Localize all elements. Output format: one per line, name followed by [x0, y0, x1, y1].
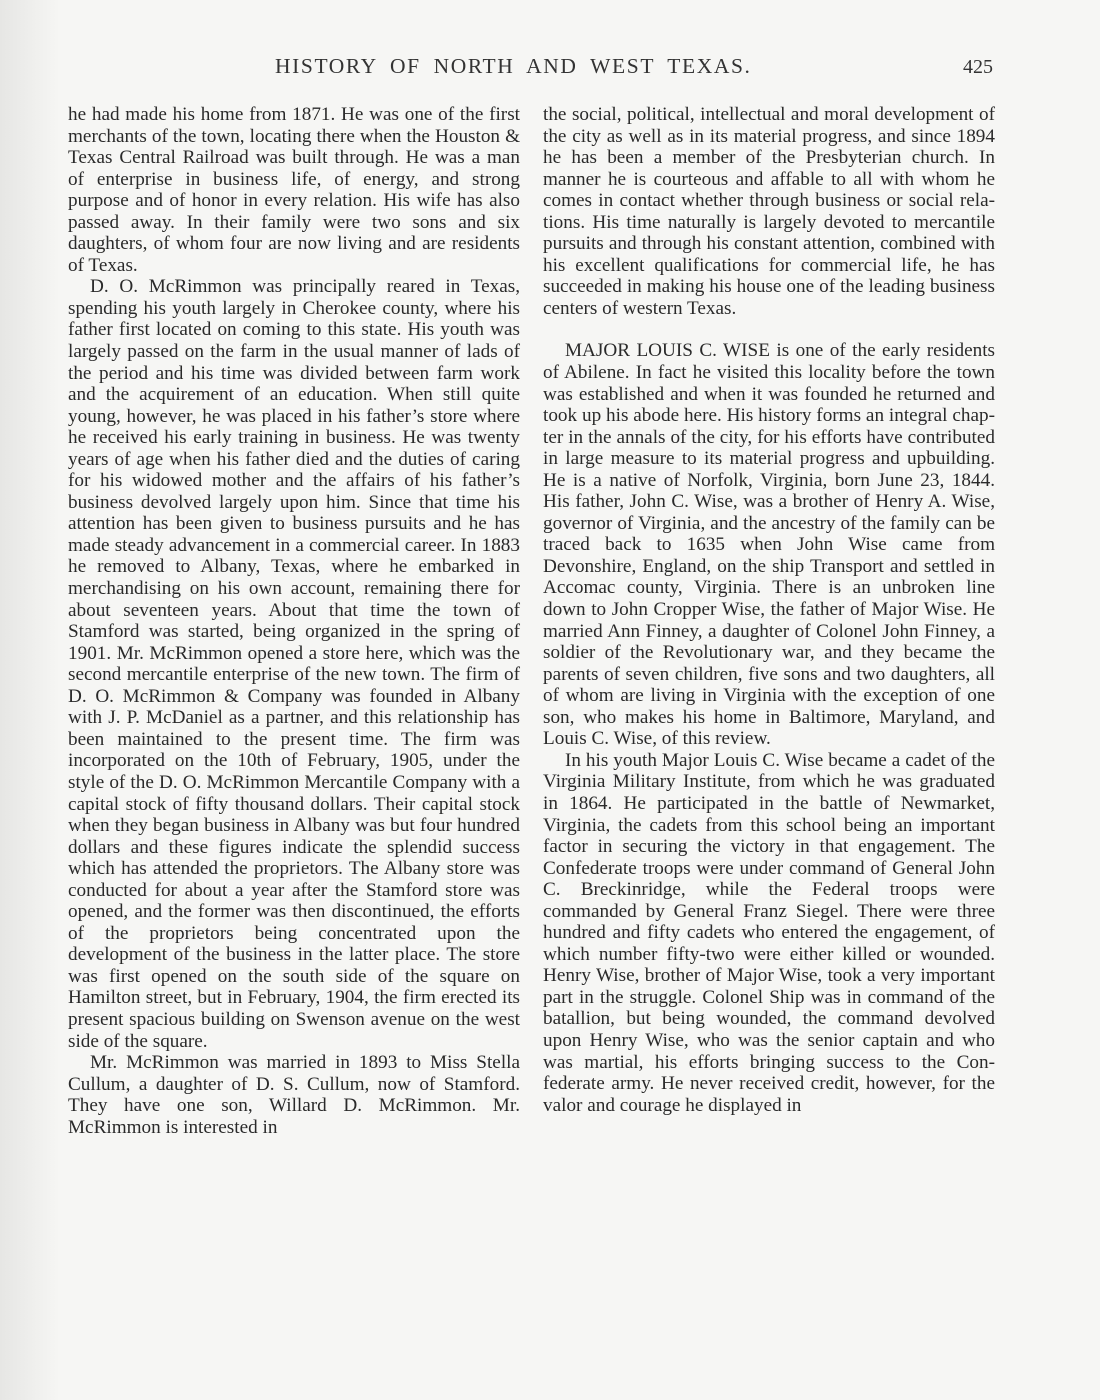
paragraph-continued: he had made his home from 1871. He was one of the first merchants of the town, locating there when the Houston & Texas Central Railroad was built through. He was a man of enterprise in business life, of energy, and strong purpose and of honor in every relation. His wife has also passed away. In their family were two sons and six daughters, of whom four are now living and are residents of Texas.	[68, 104, 520, 276]
running-head: HISTORY OF NORTH AND WEST TEXAS.	[275, 54, 752, 78]
page-number: 425	[963, 56, 993, 78]
left-column	[68, 104, 520, 1138]
paragraph-wise-military: In his youth Major Louis C. Wise became a cadet of the Virginia Military Institute, from which he was graduated in 1864. He participated in the battle of Newmarket, Virginia, the cadets from this school being an important factor in securing the victory in that engagement. The Confederate troops were under command of General John C. Breckinridge, while the Federal troops were commanded by General Franz Siegel. There were three hundred and fifty cadets who entered the engagement, of which number fifty-two were either killed or wounded. Henry Wise, brother of Major Wise, took a very important part in the struggle. Colonel Ship was in command of the batallion, but being wounded, the command devolved upon Henry Wise, who was the senior captain and who was martial, his efforts bringing success to the Confederate army. He never received credit, however, for the valor and courage he displayed in	[543, 749, 995, 1116]
paragraph-mcrimmon-biography: D. O. McRimmon was principally reared in Texas, spending his youth largely in Cherokee county, where his father first located on coming to this state. His youth was largely passed on the farm in the usual manner of lads of the period and his time was divided between farm work and the acquirement of an education. When still quite young, however, he was placed in his father’s store where he received his early training in business. He was twenty years of age when his father died and the duties of caring for his widowed mother and the affairs of his father’s business devolved largely upon him. Since that time his attention has been given to business pursuits and he has made steady advancement in a commercial career. In 1883 he removed to Albany, Texas, where he embarked in merchandising on his own account, remaining there for about seventeen years. About that time the town of Stamford was started, being organized in the spring of 1901. Mr. McRimmon opened a store here, which was the second mercantile enterprise of the new town. The firm of D. O. McRimmon & Company was founded in Albany with J. P. McDaniel as a partner, and this relationship has been maintained to the present time. The firm was incorporated on the 10th of February, 1905, under the style of the D. O. McRimmon Mercantile Company with a capital stock of fifty thousand dollars. Their capital stock when they began business in Albany was but four hundred dollars and these figures indicate the splendid success which has attended the proprietors. The Albany store was conducted for about a year after the Stamford store was opened, and the former was then discontinued, the efforts of the proprietors being concentrated upon the development of the business in the latter place. The store was first opened on the south side of the square on Hamilton street, but in February, 1904, the firm erected its present spacious building on Swenson avenue on the west side of the square.	[68, 276, 520, 1052]
paragraph-mcrimmon-marriage: Mr. McRimmon was married in 1893 to Miss Stella Cullum, a daughter of D. S. Cullum, now of Stamford. They have one son, Willard D. McRimmon. Mr. McRimmon is interested in	[68, 1052, 520, 1138]
right-column	[543, 104, 995, 1116]
paragraph-continued: the social, political, intellectual and moral development of the city as well as in its material progress, and since 1894 he has been a member of the Presbyterian church. In manner he is courteous and affable to all with whom he comes in contact whether through business or social relations. His time naturally is largely devoted to mercantile pursuits and through his constant attention, combined with his excellent qualifications for commercial life, he has succeeded in making his house one of the leading business centers of western Texas.	[543, 104, 995, 319]
page-header	[0, 54, 1100, 84]
paragraph-wise-introduction: MAJOR LOUIS C. WISE is one of the early residents of Abilene. In fact he visited this locality before the town was established and when it was founded he returned and took up his abode here. His history forms an integral chapter in the annals of the city, for his efforts have contributed in large measure to its material progress and upbuilding. He is a native of Norfolk, Virginia, born June 23, 1844. His father, John C. Wise, was a brother of Henry A. Wise, governor of Virginia, and the ancestry of the family can be traced back to 1635 when John Wise came from Devonshire, England, on the ship Transport and settled in Accomac county, Virginia. There is an unbroken line down to John Cropper Wise, the father of Major Wise. He married Ann Finney, a daughter of Colonel John Finney, a soldier of the Revolutionary war, and they became the parents of seven children, five sons and two daughters, all of whom are living in Virginia with the exception of one son, who makes his home in Baltimore, Maryland, and Louis C. Wise, of this review.	[543, 340, 995, 750]
page-edge-shadow	[0, 0, 60, 1400]
